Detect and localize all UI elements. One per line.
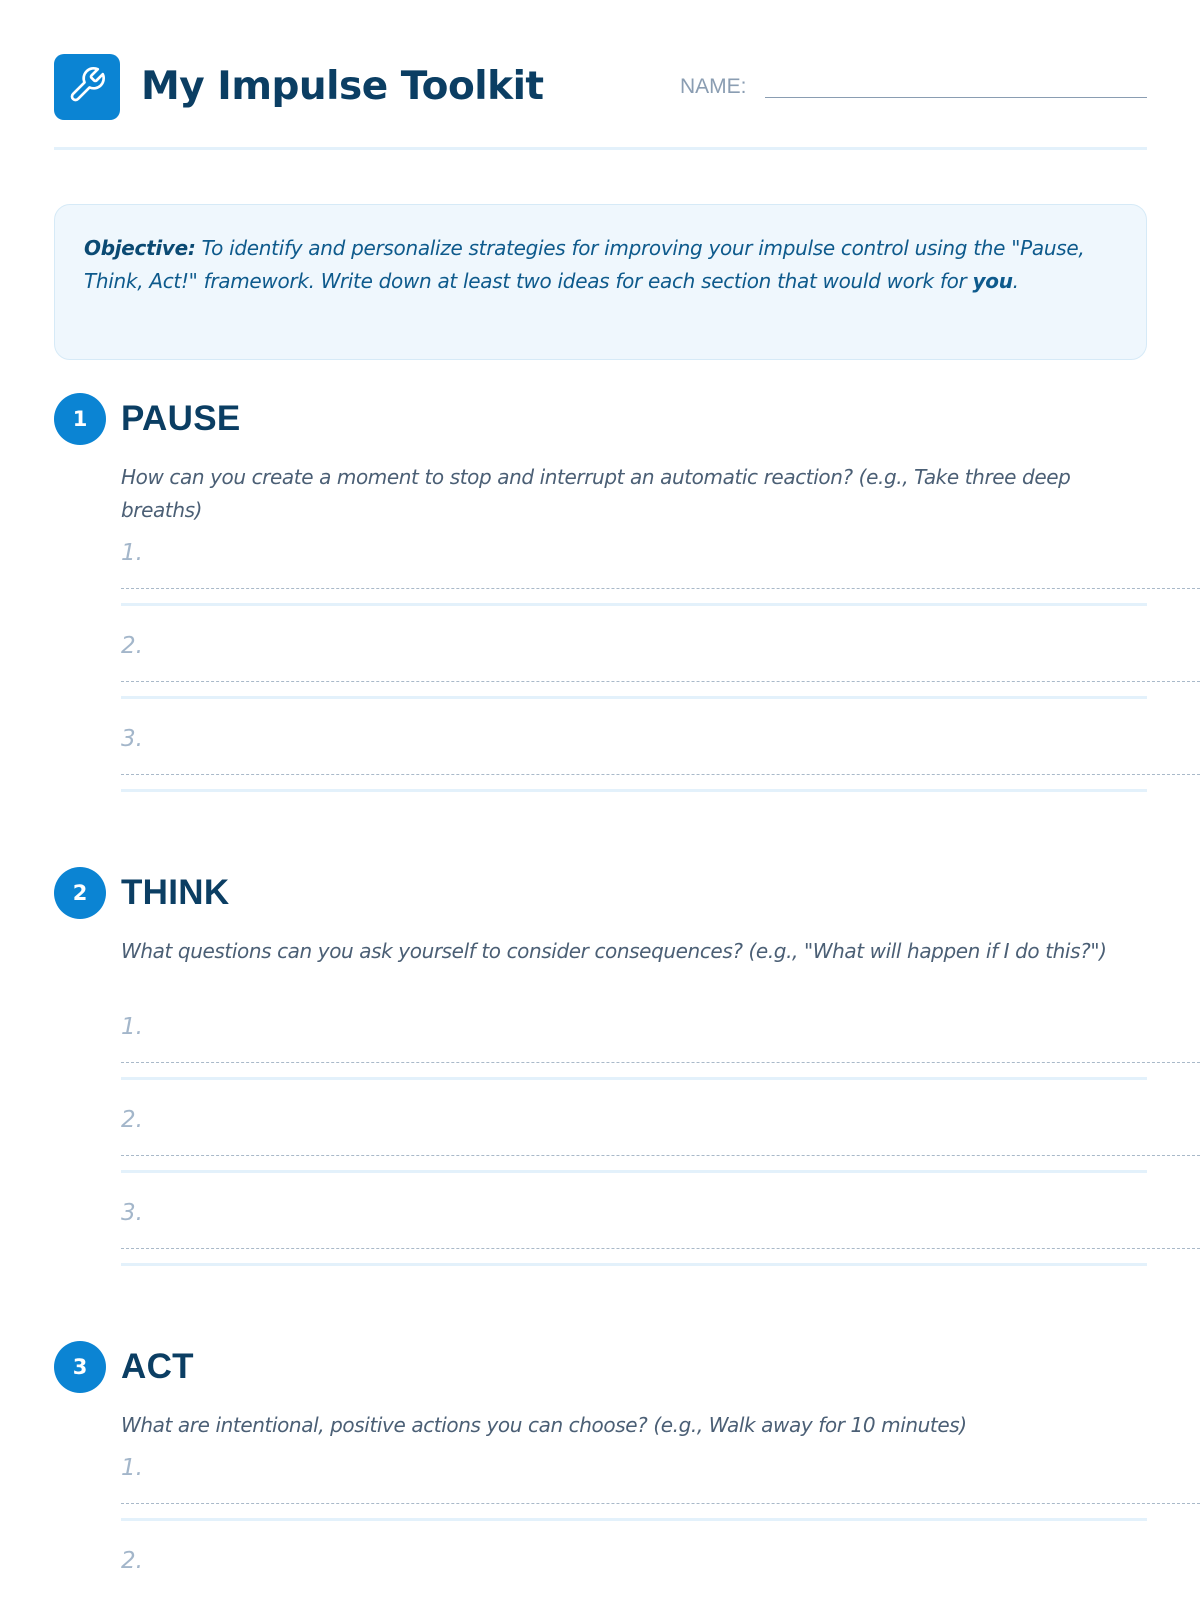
line-divider <box>121 789 1147 792</box>
section-title: PAUSE <box>121 399 241 438</box>
section-prompt: How can you create a moment to stop and interrupt an automatic reaction? (e.g., Take three deep breaths) <box>121 465 1071 522</box>
objective-box <box>54 204 1147 360</box>
answer-lines <box>121 1009 1147 1288</box>
step-number-badge: 3 <box>54 1341 106 1393</box>
line-divider <box>121 696 1147 699</box>
line-divider <box>121 1263 1147 1266</box>
writing-line[interactable] <box>121 1155 1200 1156</box>
name-field[interactable] <box>680 72 1147 102</box>
answer-line[interactable] <box>121 1543 1147 1600</box>
step-number-badge: 1 <box>54 393 106 445</box>
objective-lead: Objective: <box>84 236 196 260</box>
writing-line[interactable] <box>121 1503 1200 1504</box>
header-divider <box>54 147 1147 150</box>
writing-line[interactable] <box>121 588 1200 589</box>
answer-lines <box>121 1450 1147 1600</box>
name-blank-line[interactable] <box>765 97 1147 98</box>
writing-line[interactable] <box>121 1248 1200 1249</box>
header <box>54 54 1147 120</box>
line-number: 1. <box>121 1014 143 1040</box>
line-number: 1. <box>121 1455 143 1481</box>
line-number: 2. <box>121 1548 143 1574</box>
worksheet-page <box>54 0 1147 1600</box>
answer-line[interactable] <box>121 628 1147 721</box>
answer-line[interactable] <box>121 1102 1147 1195</box>
line-divider <box>121 1170 1147 1173</box>
line-number: 2. <box>121 1107 143 1133</box>
answer-line[interactable] <box>121 1009 1147 1102</box>
answer-line[interactable] <box>121 1450 1147 1543</box>
wrench-icon <box>67 65 107 109</box>
line-divider <box>121 1077 1147 1080</box>
section-prompt: What questions can you ask yourself to consider consequences? (e.g., "What will happen if I do this?") <box>121 939 1107 963</box>
section-title: ACT <box>121 1347 194 1386</box>
answer-lines <box>121 535 1147 814</box>
answer-line[interactable] <box>121 721 1147 814</box>
line-divider <box>121 603 1147 606</box>
objective-end: . <box>1012 269 1019 293</box>
line-number: 1. <box>121 540 143 566</box>
line-number: 2. <box>121 633 143 659</box>
objective-emphasis: you <box>972 269 1013 293</box>
answer-line[interactable] <box>121 1195 1147 1288</box>
name-label: NAME: <box>680 75 747 98</box>
section-prompt: What are intentional, positive actions you can choose? (e.g., Walk away for 10 minutes) <box>121 1413 967 1437</box>
answer-line[interactable] <box>121 535 1147 628</box>
objective-body: To identify and personalize strategies for improving your impulse control using the "Pause, Think, Act!" framework. Write down at least two ideas for each section that would work for <box>84 236 1085 293</box>
writing-line[interactable] <box>121 774 1200 775</box>
writing-line[interactable] <box>121 1062 1200 1063</box>
writing-line[interactable] <box>121 681 1200 682</box>
objective-text <box>84 232 1118 298</box>
line-number: 3. <box>121 1200 143 1226</box>
line-divider <box>121 1518 1147 1521</box>
page-title: My Impulse Toolkit <box>141 64 544 109</box>
line-number: 3. <box>121 726 143 752</box>
section-title: THINK <box>121 873 230 912</box>
step-number-badge: 2 <box>54 867 106 919</box>
logo-badge <box>54 54 120 120</box>
